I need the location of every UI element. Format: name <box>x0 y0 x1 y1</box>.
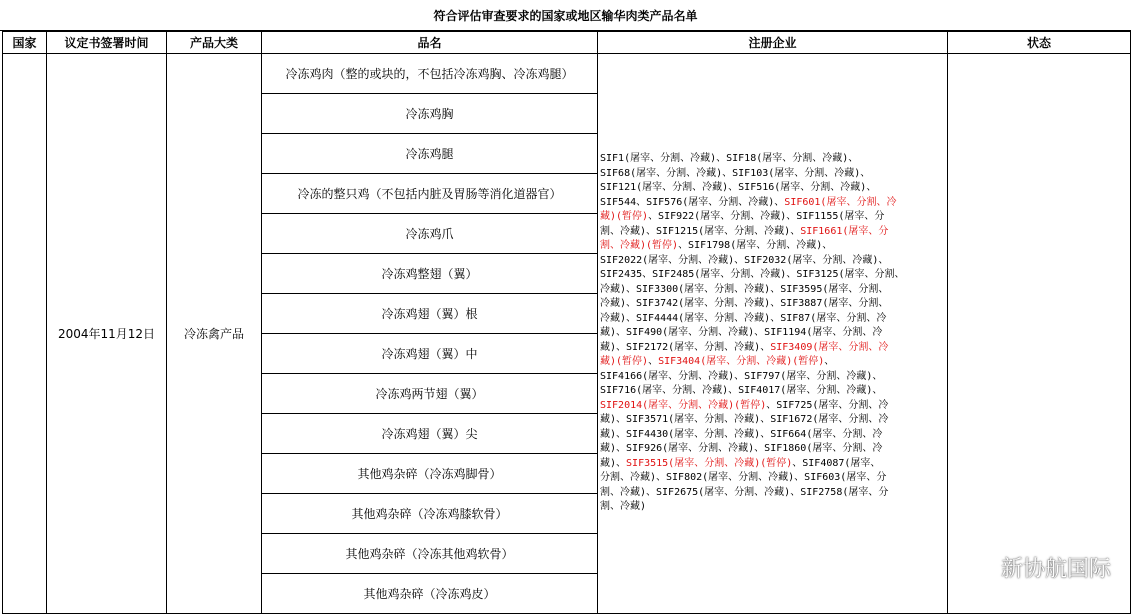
enterprise-text: SIF121(屠宰、分割、冷藏)、SIF516(屠宰、分割、冷藏)、 <box>600 182 877 194</box>
enterprise-text: 、 <box>648 356 659 368</box>
watermark-text: 新协航国际 <box>1000 557 1111 582</box>
suspended-enterprise-text: SIF1661(屠宰、分 <box>800 225 889 237</box>
suspended-enterprise-text: 藏)(暂停) <box>600 211 649 223</box>
header-status[interactable]: 状态 <box>948 32 1131 54</box>
header-category[interactable]: 产品大类 <box>167 32 262 54</box>
product-name-cell[interactable]: 冷冻鸡两节翅（翼） <box>262 374 598 414</box>
enterprise-cell[interactable] <box>598 54 948 614</box>
header-enterprises[interactable]: 注册企业 <box>598 32 948 54</box>
enterprise-text: 、SIF922(屠宰、分割、冷藏)、SIF1155(屠宰、分 <box>648 211 885 223</box>
enterprise-text: 割、冷藏)、SIF1215(屠宰、分割、冷藏)、 <box>600 225 801 237</box>
enterprise-line <box>600 196 945 211</box>
product-name-cell[interactable]: 冷冻鸡翅（翼）中 <box>262 334 598 374</box>
enterprise-line <box>600 225 945 240</box>
enterprise-line <box>600 152 945 167</box>
enterprise-line <box>600 471 945 486</box>
enterprise-line <box>600 326 945 341</box>
enterprise-line <box>600 355 945 370</box>
product-name-cell[interactable]: 其他鸡杂碎（冷冻其他鸡软骨） <box>262 534 598 574</box>
product-name-cell[interactable]: 冷冻鸡翅（翼）根 <box>262 294 598 334</box>
enterprise-line <box>600 413 945 428</box>
page-title: 符合评估审查要求的国家或地区输华肉类产品名单 <box>0 0 1131 31</box>
enterprise-line <box>600 239 945 254</box>
enterprise-text: 割、冷藏)、SIF2675(屠宰、分割、冷藏)、SIF2758(屠宰、分 <box>600 486 889 498</box>
enterprise-text: 藏)、SIF490(屠宰、分割、冷藏)、SIF1194(屠宰、分割、冷 <box>600 327 883 339</box>
watermark <box>961 552 1111 583</box>
enterprise-line <box>600 428 945 443</box>
enterprise-list <box>600 152 945 515</box>
category-cell[interactable]: 冷冻禽产品 <box>167 54 262 614</box>
enterprise-text: SIF68(屠宰、分割、冷藏)、SIF103(屠宰、分割、冷藏)、 <box>600 167 871 179</box>
header-product-name[interactable]: 品名 <box>262 32 598 54</box>
product-name-cell[interactable]: 冷冻鸡翅（翼）尖 <box>262 414 598 454</box>
enterprise-text: 、 <box>824 356 835 368</box>
enterprise-text: 割、冷藏) <box>600 501 647 513</box>
enterprise-line <box>600 384 945 399</box>
enterprise-text: 藏)、SIF926(屠宰、分割、冷藏)、SIF1860(屠宰、分割、冷 <box>600 443 883 455</box>
product-name-cell[interactable]: 其他鸡杂碎（冷冻鸡皮） <box>262 574 598 614</box>
table-row <box>3 54 1131 94</box>
enterprise-line <box>600 442 945 457</box>
suspended-enterprise-text: 割、冷藏)(暂停) <box>600 240 679 252</box>
enterprise-line <box>600 486 945 501</box>
product-name-cell[interactable]: 其他鸡杂碎（冷冻鸡脚骨） <box>262 454 598 494</box>
product-name-cell[interactable]: 冷冻鸡胸 <box>262 94 598 134</box>
product-name-cell[interactable]: 冷冻鸡爪 <box>262 214 598 254</box>
header-sign-date[interactable]: 议定书签署时间 <box>47 32 167 54</box>
product-name-cell[interactable]: 其他鸡杂碎（冷冻鸡膝软骨） <box>262 494 598 534</box>
suspended-enterprise-text: SIF601(屠宰、分割、冷 <box>784 196 897 208</box>
enterprise-text: SIF1(屠宰、分割、冷藏)、SIF18(屠宰、分割、冷藏)、 <box>600 153 859 165</box>
enterprise-text: SIF544、SIF576(屠宰、分割、冷藏)、 <box>600 196 785 208</box>
suspended-enterprise-text: 藏)(暂停) <box>600 356 649 368</box>
enterprise-text: SIF2435、SIF2485(屠宰、分割、冷藏)、SIF3125(屠宰、分割、 <box>600 269 905 281</box>
product-name-cell[interactable]: 冷冻的整只鸡（不包括内脏及胃肠等消化道器官） <box>262 174 598 214</box>
enterprise-text: 藏)、SIF2172(屠宰、分割、冷藏)、 <box>600 341 771 353</box>
enterprise-text: 、SIF1798(屠宰、分割、冷藏)、 <box>678 240 833 252</box>
enterprise-text: 冷藏)、SIF3300(屠宰、分割、冷藏)、SIF3595(屠宰、分割、 <box>600 283 889 295</box>
enterprise-text: 、SIF4087(屠宰、 <box>792 457 881 469</box>
enterprise-text: 藏)、SIF3571(屠宰、分割、冷藏)、SIF1672(屠宰、分割、冷 <box>600 414 889 426</box>
enterprise-text: 藏)、SIF4430(屠宰、分割、冷藏)、SIF664(屠宰、分割、冷 <box>600 428 883 440</box>
enterprise-line <box>600 210 945 225</box>
enterprise-line <box>600 370 945 385</box>
suspended-enterprise-text: SIF2014(屠宰、分割、冷藏)(暂停) <box>600 399 767 411</box>
enterprise-text: 冷藏)、SIF3742(屠宰、分割、冷藏)、SIF3887(屠宰、分割、 <box>600 298 889 310</box>
product-name-cell[interactable]: 冷冻鸡腿 <box>262 134 598 174</box>
status-cell[interactable] <box>948 54 1131 614</box>
country-cell[interactable] <box>3 54 47 614</box>
enterprise-line <box>600 268 945 283</box>
enterprise-text: 、SIF725(屠宰、分割、冷 <box>766 399 889 411</box>
suspended-enterprise-text: SIF3515(屠宰、分割、冷藏)(暂停) <box>626 457 793 469</box>
enterprise-line <box>600 181 945 196</box>
product-name-cell[interactable]: 冷冻鸡整翅（翼） <box>262 254 598 294</box>
enterprise-text: SIF716(屠宰、分割、冷藏)、SIF4017(屠宰、分割、冷藏)、 <box>600 385 883 397</box>
enterprise-line <box>600 167 945 182</box>
enterprise-text: 冷藏)、SIF4444(屠宰、分割、冷藏)、SIF87(屠宰、分割、冷 <box>600 312 887 324</box>
enterprise-text: 藏)、 <box>600 457 627 469</box>
suspended-enterprise-text: SIF3404(屠宰、分割、冷藏)(暂停) <box>658 356 825 368</box>
enterprise-line <box>600 254 945 269</box>
enterprise-line <box>600 312 945 327</box>
header-country[interactable]: 国家 <box>3 32 47 54</box>
enterprise-line <box>600 457 945 472</box>
enterprise-line <box>600 341 945 356</box>
enterprise-line <box>600 500 945 515</box>
product-name-cell[interactable]: 冷冻鸡肉（整的或块的，不包括冷冻鸡胸、冷冻鸡腿） <box>262 54 598 94</box>
enterprise-text: 分割、冷藏)、SIF802(屠宰、分割、冷藏)、SIF603(屠宰、分 <box>600 472 887 484</box>
suspended-enterprise-text: SIF3409(屠宰、分割、冷 <box>770 341 889 353</box>
enterprise-line <box>600 297 945 312</box>
enterprise-text: SIF2022(屠宰、分割、冷藏)、SIF2032(屠宰、分割、冷藏)、 <box>600 254 889 266</box>
enterprise-text: SIF4166(屠宰、分割、冷藏)、SIF797(屠宰、分割、冷藏)、 <box>600 370 883 382</box>
header-row <box>3 32 1131 54</box>
enterprise-line <box>600 283 945 298</box>
wechat-icon <box>961 553 995 583</box>
sign-date-cell[interactable]: 2004年11月12日 <box>47 54 167 614</box>
product-table <box>2 31 1131 614</box>
enterprise-line <box>600 399 945 414</box>
